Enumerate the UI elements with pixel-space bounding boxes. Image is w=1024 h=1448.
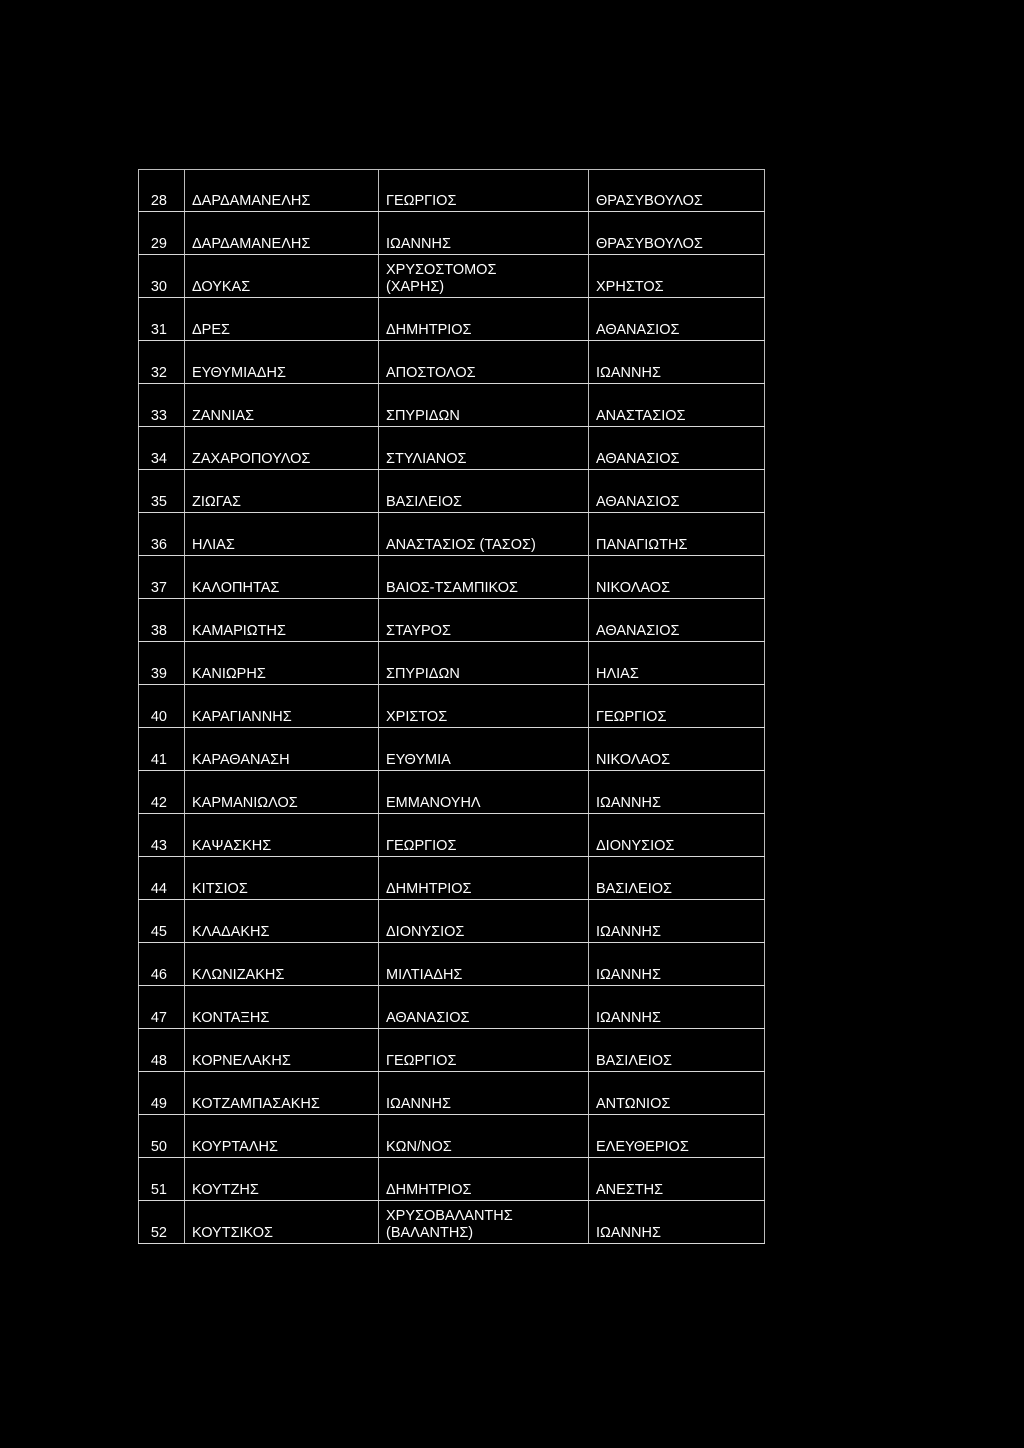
surname-cell: ΚΑΨΑΣΚΗΣ [185,814,379,857]
first-name-cell: ΧΡΥΣΟΣΤΟΜΟΣ (ΧΑΡΗΣ) [379,255,589,298]
surname-cell: ΚΟΡΝΕΛΑΚΗΣ [185,1029,379,1072]
father-name-cell: ΧΡΗΣΤΟΣ [589,255,765,298]
table-row [139,642,765,685]
first-name-cell: ΔΗΜΗΤΡΙΟΣ [379,298,589,341]
row-number: 48 [139,1029,185,1072]
table-row [139,470,765,513]
row-number: 33 [139,384,185,427]
table-row [139,814,765,857]
father-name-cell: ΙΩΑΝΝΗΣ [589,1201,765,1244]
father-name-cell: ΗΛΙΑΣ [589,642,765,685]
first-name-cell: ΧΡΙΣΤΟΣ [379,685,589,728]
surname-cell: ΚΛΩΝΙΖΑΚΗΣ [185,943,379,986]
table-row [139,943,765,986]
row-number: 37 [139,556,185,599]
row-number: 44 [139,857,185,900]
row-number: 49 [139,1072,185,1115]
first-name-cell: ΑΘΑΝΑΣΙΟΣ [379,986,589,1029]
first-name-cell: ΔΗΜΗΤΡΙΟΣ [379,1158,589,1201]
table-row [139,341,765,384]
row-number: 51 [139,1158,185,1201]
first-name-cell: ΜΙΛΤΙΑΔΗΣ [379,943,589,986]
surname-cell: ΔΡΕΣ [185,298,379,341]
table-row [139,1201,765,1244]
row-number: 35 [139,470,185,513]
father-name-cell: ΑΝΤΩΝΙΟΣ [589,1072,765,1115]
table-row [139,255,765,298]
surname-cell: ΚΑΜΑΡΙΩΤΗΣ [185,599,379,642]
table-row [139,1029,765,1072]
row-number: 41 [139,728,185,771]
surname-cell: ΚΟΤΖΑΜΠΑΣΑΚΗΣ [185,1072,379,1115]
table-row [139,857,765,900]
row-number: 36 [139,513,185,556]
roster-table-body [139,170,765,1244]
first-name-cell: ΣΤΑΥΡΟΣ [379,599,589,642]
table-row [139,599,765,642]
father-name-cell: ΑΘΑΝΑΣΙΟΣ [589,470,765,513]
first-name-cell: ΑΠΟΣΤΟΛΟΣ [379,341,589,384]
first-name-cell: ΧΡΥΣΟΒΑΛΑΝΤΗΣ (ΒΑΛΑΝΤΗΣ) [379,1201,589,1244]
surname-cell: ΚΟΥΡΤΑΛΗΣ [185,1115,379,1158]
surname-cell: ΚΟΥΤΖΗΣ [185,1158,379,1201]
first-name-cell: ΒΑΙΟΣ-ΤΣΑΜΠΙΚΟΣ [379,556,589,599]
table-row [139,1158,765,1201]
table-row [139,900,765,943]
table-row [139,513,765,556]
table-row [139,170,765,212]
first-name-cell: ΙΩΑΝΝΗΣ [379,212,589,255]
father-name-cell: ΓΕΩΡΓΙΟΣ [589,685,765,728]
row-number: 43 [139,814,185,857]
first-name-cell: ΣΤΥΛΙΑΝΟΣ [379,427,589,470]
table-row [139,1072,765,1115]
surname-cell: ΚΙΤΣΙΟΣ [185,857,379,900]
first-name-cell: ΓΕΩΡΓΙΟΣ [379,814,589,857]
table-row [139,298,765,341]
table-row [139,427,765,470]
father-name-cell: ΙΩΑΝΝΗΣ [589,986,765,1029]
first-name-cell: ΣΠΥΡΙΔΩΝ [379,642,589,685]
first-name-cell: ΔΙΟΝΥΣΙΟΣ [379,900,589,943]
row-number: 50 [139,1115,185,1158]
surname-cell: ΗΛΙΑΣ [185,513,379,556]
roster-table [138,169,765,1244]
table-row [139,384,765,427]
father-name-cell: ΘΡΑΣΥΒΟΥΛΟΣ [589,170,765,212]
row-number: 46 [139,943,185,986]
row-number: 38 [139,599,185,642]
surname-cell: ΖΙΩΓΑΣ [185,470,379,513]
surname-cell: ΚΑΝΙΩΡΗΣ [185,642,379,685]
father-name-cell: ΒΑΣΙΛΕΙΟΣ [589,857,765,900]
first-name-cell: ΑΝΑΣΤΑΣΙΟΣ (ΤΑΣΟΣ) [379,513,589,556]
row-number: 29 [139,212,185,255]
table-row [139,771,765,814]
table-row [139,728,765,771]
first-name-cell: ΕΥΘΥΜΙΑ [379,728,589,771]
father-name-cell: ΔΙΟΝΥΣΙΟΣ [589,814,765,857]
father-name-cell: ΙΩΑΝΝΗΣ [589,900,765,943]
father-name-cell: ΑΘΑΝΑΣΙΟΣ [589,427,765,470]
surname-cell: ΔΑΡΔΑΜΑΝΕΛΗΣ [185,170,379,212]
surname-cell: ΚΟΥΤΣΙΚΟΣ [185,1201,379,1244]
first-name-cell: ΣΠΥΡΙΔΩΝ [379,384,589,427]
father-name-cell: ΙΩΑΝΝΗΣ [589,943,765,986]
row-number: 34 [139,427,185,470]
row-number: 28 [139,170,185,212]
first-name-cell: ΒΑΣΙΛΕΙΟΣ [379,470,589,513]
surname-cell: ΚΑΡΑΘΑΝΑΣΗ [185,728,379,771]
surname-cell: ΔΟΥΚΑΣ [185,255,379,298]
surname-cell: ΚΛΑΔΑΚΗΣ [185,900,379,943]
table-row [139,986,765,1029]
father-name-cell: ΑΝΑΣΤΑΣΙΟΣ [589,384,765,427]
first-name-cell: ΙΩΑΝΝΗΣ [379,1072,589,1115]
surname-cell: ΖΑΧΑΡΟΠΟΥΛΟΣ [185,427,379,470]
row-number: 45 [139,900,185,943]
row-number: 31 [139,298,185,341]
first-name-cell: ΓΕΩΡΓΙΟΣ [379,170,589,212]
row-number: 32 [139,341,185,384]
surname-cell: ΔΑΡΔΑΜΑΝΕΛΗΣ [185,212,379,255]
table-row [139,212,765,255]
row-number: 40 [139,685,185,728]
father-name-cell: ΝΙΚΟΛΑΟΣ [589,728,765,771]
first-name-cell: ΕΜΜΑΝΟΥΗΛ [379,771,589,814]
father-name-cell: ΑΘΑΝΑΣΙΟΣ [589,298,765,341]
first-name-cell: ΔΗΜΗΤΡΙΟΣ [379,857,589,900]
father-name-cell: ΘΡΑΣΥΒΟΥΛΟΣ [589,212,765,255]
father-name-cell: ΝΙΚΟΛΑΟΣ [589,556,765,599]
surname-cell: ΚΟΝΤΑΞΗΣ [185,986,379,1029]
father-name-cell: ΙΩΑΝΝΗΣ [589,341,765,384]
surname-cell: ΖΑΝΝΙΑΣ [185,384,379,427]
surname-cell: ΚΑΡΑΓΙΑΝΝΗΣ [185,685,379,728]
row-number: 47 [139,986,185,1029]
surname-cell: ΕΥΘΥΜΙΑΔΗΣ [185,341,379,384]
father-name-cell: ΕΛΕΥΘΕΡΙΟΣ [589,1115,765,1158]
first-name-cell: ΚΩΝ/ΝΟΣ [379,1115,589,1158]
first-name-cell: ΓΕΩΡΓΙΟΣ [379,1029,589,1072]
surname-cell: ΚΑΛΟΠΗΤΑΣ [185,556,379,599]
father-name-cell: ΑΘΑΝΑΣΙΟΣ [589,599,765,642]
father-name-cell: ΒΑΣΙΛΕΙΟΣ [589,1029,765,1072]
row-number: 52 [139,1201,185,1244]
father-name-cell: ΑΝΕΣΤΗΣ [589,1158,765,1201]
table-row [139,1115,765,1158]
table-row [139,556,765,599]
father-name-cell: ΠΑΝΑΓΙΩΤΗΣ [589,513,765,556]
row-number: 30 [139,255,185,298]
row-number: 42 [139,771,185,814]
surname-cell: ΚΑΡΜΑΝΙΩΛΟΣ [185,771,379,814]
table-row [139,685,765,728]
father-name-cell: ΙΩΑΝΝΗΣ [589,771,765,814]
row-number: 39 [139,642,185,685]
